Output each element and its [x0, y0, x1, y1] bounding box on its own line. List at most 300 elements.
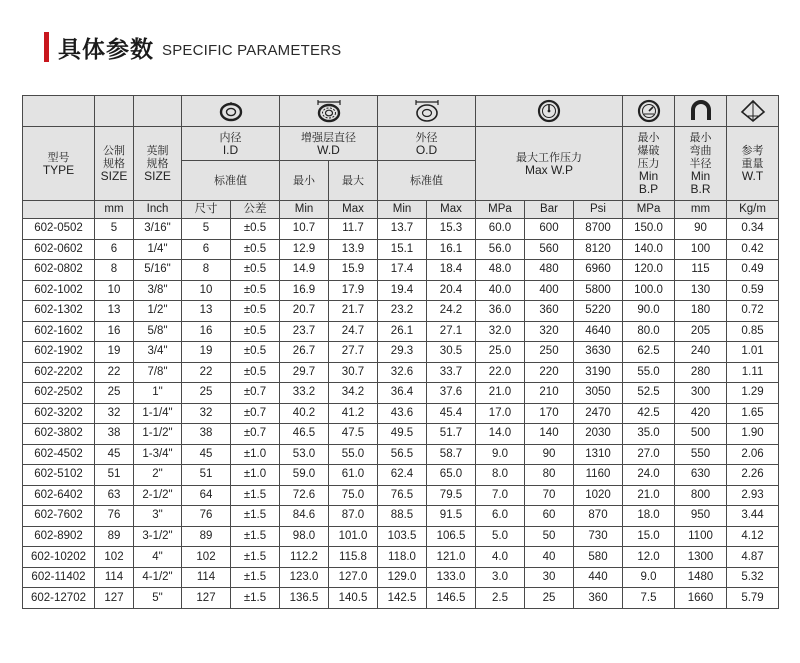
- table-cell: 0.72: [727, 301, 779, 322]
- table-cell: 730: [574, 526, 623, 547]
- table-cell: ±1.0: [231, 465, 280, 486]
- unit-cell: MPa: [623, 201, 675, 219]
- table-cell: 800: [675, 485, 727, 506]
- table-cell: 3.0: [476, 567, 525, 588]
- table-cell: 59.0: [280, 465, 329, 486]
- table-cell: 2.26: [727, 465, 779, 486]
- unit-cell: Bar: [525, 201, 574, 219]
- wire-diameter-icon: [315, 99, 343, 123]
- table-cell: 1.11: [727, 362, 779, 383]
- table-cell: 4-1/2": [134, 567, 182, 588]
- table-cell: 102: [182, 547, 231, 568]
- table-cell: 30.7: [329, 362, 378, 383]
- table-cell: 420: [675, 403, 727, 424]
- table-cell: 89: [182, 526, 231, 547]
- table-cell: 80.0: [623, 321, 675, 342]
- table-cell: 560: [525, 239, 574, 260]
- table-cell: 49.5: [378, 424, 427, 445]
- table-cell: 60.0: [476, 219, 525, 240]
- table-cell: 602-3202: [23, 403, 95, 424]
- table-cell: 11.7: [329, 219, 378, 240]
- table-cell: 30.5: [427, 342, 476, 363]
- table-cell: 65.0: [427, 465, 476, 486]
- table-row: [23, 547, 779, 568]
- table-cell: 60: [525, 506, 574, 527]
- table-cell: 21.7: [329, 301, 378, 322]
- table-cell: 9.0: [623, 567, 675, 588]
- table-cell: 53.0: [280, 444, 329, 465]
- table-cell: 12.0: [623, 547, 675, 568]
- id-standard-header: 标准值: [182, 161, 280, 201]
- table-cell: 51: [95, 465, 134, 486]
- table-cell: ±0.5: [231, 362, 280, 383]
- wd-header: 增强层直径 W.D: [280, 127, 378, 161]
- table-cell: 17.9: [329, 280, 378, 301]
- table-cell: 1": [134, 383, 182, 404]
- table-cell: 18.0: [623, 506, 675, 527]
- table-cell: 5/8": [134, 321, 182, 342]
- unit-cell-blank: [23, 201, 95, 219]
- table-cell: 24.7: [329, 321, 378, 342]
- table-cell: 220: [525, 362, 574, 383]
- table-cell: 0.85: [727, 321, 779, 342]
- table-cell: 15.1: [378, 239, 427, 260]
- unit-cell: mm: [95, 201, 134, 219]
- table-cell: ±1.5: [231, 567, 280, 588]
- table-row: [23, 362, 779, 383]
- pressure-gauge-icon: [537, 99, 561, 123]
- table-cell: 10: [95, 280, 134, 301]
- table-cell: 4": [134, 547, 182, 568]
- table-cell: 580: [574, 547, 623, 568]
- table-cell: 62.4: [378, 465, 427, 486]
- table-cell: 7.0: [476, 485, 525, 506]
- table-cell: 19: [182, 342, 231, 363]
- table-cell: 22: [182, 362, 231, 383]
- table-cell: 3050: [574, 383, 623, 404]
- unit-cell: Min: [280, 201, 329, 219]
- table-cell: 23.7: [280, 321, 329, 342]
- table-cell: 250: [525, 342, 574, 363]
- table-cell: ±1.5: [231, 485, 280, 506]
- table-cell: 5": [134, 588, 182, 609]
- table-cell: 30: [525, 567, 574, 588]
- table-cell: ±0.5: [231, 219, 280, 240]
- table-cell: 15.3: [427, 219, 476, 240]
- table-cell: 6: [182, 239, 231, 260]
- table-cell: 50: [525, 526, 574, 547]
- table-cell: ±0.5: [231, 280, 280, 301]
- table-cell: 2030: [574, 424, 623, 445]
- table-cell: 500: [675, 424, 727, 445]
- table-cell: 602-7602: [23, 506, 95, 527]
- table-cell: 101.0: [329, 526, 378, 547]
- table-cell: 602-0602: [23, 239, 95, 260]
- table-cell: 129.0: [378, 567, 427, 588]
- table-cell: ±0.5: [231, 321, 280, 342]
- table-cell: 602-5102: [23, 465, 95, 486]
- table-cell: 3630: [574, 342, 623, 363]
- table-cell: 130: [675, 280, 727, 301]
- table-row: [23, 403, 779, 424]
- table-cell: 16.9: [280, 280, 329, 301]
- table-cell: 1300: [675, 547, 727, 568]
- wd-min-header: 最小: [280, 161, 329, 201]
- table-cell: 5.0: [476, 526, 525, 547]
- table-cell: 8: [95, 260, 134, 281]
- table-row: [23, 526, 779, 547]
- table-cell: 13.7: [378, 219, 427, 240]
- table-cell: 600: [525, 219, 574, 240]
- table-cell: 133.0: [427, 567, 476, 588]
- table-cell: 61.0: [329, 465, 378, 486]
- table-cell: 3-1/2": [134, 526, 182, 547]
- table-cell: 4640: [574, 321, 623, 342]
- od-standard-header: 标准值: [378, 161, 476, 201]
- table-cell: 17.4: [378, 260, 427, 281]
- table-row: [23, 506, 779, 527]
- table-cell: ±0.7: [231, 383, 280, 404]
- table-cell: 300: [675, 383, 727, 404]
- table-cell: 35.0: [623, 424, 675, 445]
- table-cell: 38: [182, 424, 231, 445]
- table-cell: 1.65: [727, 403, 779, 424]
- table-cell: 87.0: [329, 506, 378, 527]
- table-row: [23, 444, 779, 465]
- table-cell: 210: [525, 383, 574, 404]
- spec-table: [22, 95, 779, 609]
- table-cell: 32: [95, 403, 134, 424]
- table-cell: 72.6: [280, 485, 329, 506]
- table-cell: 2.5: [476, 588, 525, 609]
- table-cell: 13.9: [329, 239, 378, 260]
- table-cell: 602-4502: [23, 444, 95, 465]
- table-cell: 630: [675, 465, 727, 486]
- table-cell: 146.5: [427, 588, 476, 609]
- table-cell: 48.0: [476, 260, 525, 281]
- table-row: [23, 465, 779, 486]
- table-cell: 602-1602: [23, 321, 95, 342]
- table-cell: 47.5: [329, 424, 378, 445]
- table-cell: 8700: [574, 219, 623, 240]
- table-cell: 602-12702: [23, 588, 95, 609]
- table-cell: 140.0: [623, 239, 675, 260]
- table-cell: 58.7: [427, 444, 476, 465]
- table-cell: 240: [675, 342, 727, 363]
- table-cell: 90: [675, 219, 727, 240]
- table-cell: 602-2502: [23, 383, 95, 404]
- table-cell: 19.4: [378, 280, 427, 301]
- table-cell: 79.5: [427, 485, 476, 506]
- table-cell: 480: [525, 260, 574, 281]
- table-cell: 6: [95, 239, 134, 260]
- table-cell: 5/16": [134, 260, 182, 281]
- table-cell: 100.0: [623, 280, 675, 301]
- table-row: [23, 424, 779, 445]
- spec-table-body: [23, 219, 779, 609]
- table-cell: 602-6402: [23, 485, 95, 506]
- table-cell: 121.0: [427, 547, 476, 568]
- table-cell: ±1.5: [231, 526, 280, 547]
- table-cell: 45: [95, 444, 134, 465]
- table-cell: 90.0: [623, 301, 675, 322]
- table-cell: 550: [675, 444, 727, 465]
- table-cell: 0.59: [727, 280, 779, 301]
- table-row: [23, 321, 779, 342]
- table-cell: ±1.5: [231, 588, 280, 609]
- table-cell: 17.0: [476, 403, 525, 424]
- table-cell: 100: [675, 239, 727, 260]
- table-cell: 45: [182, 444, 231, 465]
- id-header: 内径 I.D: [182, 127, 280, 161]
- table-cell: 0.49: [727, 260, 779, 281]
- table-cell: 140.5: [329, 588, 378, 609]
- table-cell: 5: [95, 219, 134, 240]
- table-cell: 602-1302: [23, 301, 95, 322]
- table-cell: 55.0: [623, 362, 675, 383]
- table-cell: 602-11402: [23, 567, 95, 588]
- table-cell: ±0.5: [231, 342, 280, 363]
- table-cell: 21.0: [476, 383, 525, 404]
- table-cell: 602-10202: [23, 547, 95, 568]
- metric-size-header: 公制规格 SIZE: [95, 127, 134, 201]
- table-cell: 32: [182, 403, 231, 424]
- table-cell: 205: [675, 321, 727, 342]
- table-cell: 15.9: [329, 260, 378, 281]
- title-english: SPECIFIC PARAMETERS: [162, 41, 342, 59]
- table-cell: 24.0: [623, 465, 675, 486]
- table-cell: 38: [95, 424, 134, 445]
- section-title: [44, 30, 341, 64]
- table-cell: 6.0: [476, 506, 525, 527]
- table-cell: 1310: [574, 444, 623, 465]
- table-cell: 29.7: [280, 362, 329, 383]
- table-cell: 43.6: [378, 403, 427, 424]
- unit-cell: Inch: [134, 201, 182, 219]
- table-cell: 22: [95, 362, 134, 383]
- table-cell: 6960: [574, 260, 623, 281]
- table-cell: 51.7: [427, 424, 476, 445]
- unit-cell: 公差: [231, 201, 280, 219]
- table-cell: 56.5: [378, 444, 427, 465]
- table-cell: ±0.5: [231, 239, 280, 260]
- table-row: [23, 588, 779, 609]
- table-cell: 1/2": [134, 301, 182, 322]
- table-cell: 2": [134, 465, 182, 486]
- table-cell: 5.32: [727, 567, 779, 588]
- table-cell: 106.5: [427, 526, 476, 547]
- table-cell: 1660: [675, 588, 727, 609]
- wp-header: 最大工作压力 Max W.P: [476, 127, 623, 201]
- table-cell: 80: [525, 465, 574, 486]
- table-cell: 8: [182, 260, 231, 281]
- table-cell: 602-2202: [23, 362, 95, 383]
- table-cell: 36.0: [476, 301, 525, 322]
- table-cell: 32.6: [378, 362, 427, 383]
- table-cell: 88.5: [378, 506, 427, 527]
- unit-cell: Psi: [574, 201, 623, 219]
- table-cell: ±1.5: [231, 506, 280, 527]
- table-cell: 3.44: [727, 506, 779, 527]
- table-cell: 16: [182, 321, 231, 342]
- table-cell: 42.5: [623, 403, 675, 424]
- table-cell: 75.0: [329, 485, 378, 506]
- table-cell: 25: [95, 383, 134, 404]
- table-cell: 4.87: [727, 547, 779, 568]
- table-cell: 1.90: [727, 424, 779, 445]
- table-cell: 76.5: [378, 485, 427, 506]
- table-row: [23, 342, 779, 363]
- table-cell: 602-8902: [23, 526, 95, 547]
- table-cell: 22.0: [476, 362, 525, 383]
- table-cell: 37.6: [427, 383, 476, 404]
- table-cell: 55.0: [329, 444, 378, 465]
- table-cell: 76: [182, 506, 231, 527]
- table-cell: 3190: [574, 362, 623, 383]
- table-cell: 2.93: [727, 485, 779, 506]
- table-cell: 5220: [574, 301, 623, 322]
- table-cell: 46.5: [280, 424, 329, 445]
- table-cell: 170: [525, 403, 574, 424]
- table-cell: 400: [525, 280, 574, 301]
- bend-radius-icon: [688, 99, 714, 123]
- table-cell: 3/4": [134, 342, 182, 363]
- table-cell: 63: [95, 485, 134, 506]
- table-row: [23, 280, 779, 301]
- table-cell: 440: [574, 567, 623, 588]
- table-cell: 70: [525, 485, 574, 506]
- table-cell: 32.0: [476, 321, 525, 342]
- table-cell: 14.0: [476, 424, 525, 445]
- table-cell: 10.7: [280, 219, 329, 240]
- table-cell: 56.0: [476, 239, 525, 260]
- table-cell: ±0.7: [231, 403, 280, 424]
- table-cell: 40.0: [476, 280, 525, 301]
- table-cell: 5800: [574, 280, 623, 301]
- outer-diameter-icon: [413, 99, 441, 123]
- table-cell: 2-1/2": [134, 485, 182, 506]
- table-cell: 21.0: [623, 485, 675, 506]
- table-cell: 19: [95, 342, 134, 363]
- table-cell: 91.5: [427, 506, 476, 527]
- table-row: [23, 301, 779, 322]
- unit-cell: mm: [675, 201, 727, 219]
- table-cell: 870: [574, 506, 623, 527]
- table-cell: 26.1: [378, 321, 427, 342]
- table-cell: 118.0: [378, 547, 427, 568]
- table-cell: 320: [525, 321, 574, 342]
- table-cell: 127: [182, 588, 231, 609]
- wd-max-header: 最大: [329, 161, 378, 201]
- table-cell: 1.29: [727, 383, 779, 404]
- table-cell: 136.5: [280, 588, 329, 609]
- table-cell: 115.8: [329, 547, 378, 568]
- table-cell: 127: [95, 588, 134, 609]
- table-cell: 34.2: [329, 383, 378, 404]
- table-cell: 27.1: [427, 321, 476, 342]
- table-cell: 0.34: [727, 219, 779, 240]
- table-cell: ±0.5: [231, 301, 280, 322]
- table-cell: 27.7: [329, 342, 378, 363]
- table-cell: 76: [95, 506, 134, 527]
- table-row: [23, 383, 779, 404]
- unit-cell: Max: [427, 201, 476, 219]
- table-cell: 16: [95, 321, 134, 342]
- table-cell: 40: [525, 547, 574, 568]
- table-cell: 51: [182, 465, 231, 486]
- table-cell: 123.0: [280, 567, 329, 588]
- table-cell: 9.0: [476, 444, 525, 465]
- table-cell: 18.4: [427, 260, 476, 281]
- unit-cell: 尺寸: [182, 201, 231, 219]
- table-cell: 5: [182, 219, 231, 240]
- table-cell: 180: [675, 301, 727, 322]
- inch-size-header: 英制规格 SIZE: [134, 127, 182, 201]
- table-cell: 36.4: [378, 383, 427, 404]
- table-cell: 41.2: [329, 403, 378, 424]
- table-cell: 114: [95, 567, 134, 588]
- table-cell: 13: [95, 301, 134, 322]
- table-cell: 3": [134, 506, 182, 527]
- table-cell: 150.0: [623, 219, 675, 240]
- table-cell: 25.0: [476, 342, 525, 363]
- table-cell: 142.5: [378, 588, 427, 609]
- table-cell: 602-0802: [23, 260, 95, 281]
- table-cell: 45.4: [427, 403, 476, 424]
- table-cell: 98.0: [280, 526, 329, 547]
- table-cell: 2.06: [727, 444, 779, 465]
- table-cell: 1160: [574, 465, 623, 486]
- table-cell: 27.0: [623, 444, 675, 465]
- unit-cell: MPa: [476, 201, 525, 219]
- table-cell: 3/16": [134, 219, 182, 240]
- table-cell: 1-1/4": [134, 403, 182, 424]
- table-cell: 4.12: [727, 526, 779, 547]
- title-accent-bar: [44, 32, 49, 62]
- table-cell: 0.42: [727, 239, 779, 260]
- table-cell: 7/8": [134, 362, 182, 383]
- table-row: [23, 219, 779, 240]
- unit-cell: Kg/m: [727, 201, 779, 219]
- inner-diameter-icon: [218, 100, 244, 122]
- unit-cell: Min: [378, 201, 427, 219]
- table-cell: 1/4": [134, 239, 182, 260]
- table-cell: 602-1902: [23, 342, 95, 363]
- table-cell: 140: [525, 424, 574, 445]
- table-cell: 360: [574, 588, 623, 609]
- unit-cell: Max: [329, 201, 378, 219]
- table-cell: 7.5: [623, 588, 675, 609]
- table-cell: 127.0: [329, 567, 378, 588]
- table-row: [23, 239, 779, 260]
- bp-header: 最小爆破压力 Min B.P: [623, 127, 675, 201]
- table-row: [23, 485, 779, 506]
- table-cell: 1020: [574, 485, 623, 506]
- table-cell: 10: [182, 280, 231, 301]
- table-cell: 20.7: [280, 301, 329, 322]
- table-cell: 90: [525, 444, 574, 465]
- table-row: [23, 567, 779, 588]
- table-cell: 102: [95, 547, 134, 568]
- table-cell: 1-3/4": [134, 444, 182, 465]
- table-cell: 15.0: [623, 526, 675, 547]
- table-cell: 1100: [675, 526, 727, 547]
- type-header: 型号 TYPE: [23, 127, 95, 201]
- table-cell: 13: [182, 301, 231, 322]
- table-cell: 8120: [574, 239, 623, 260]
- table-cell: 23.2: [378, 301, 427, 322]
- table-cell: ±1.0: [231, 444, 280, 465]
